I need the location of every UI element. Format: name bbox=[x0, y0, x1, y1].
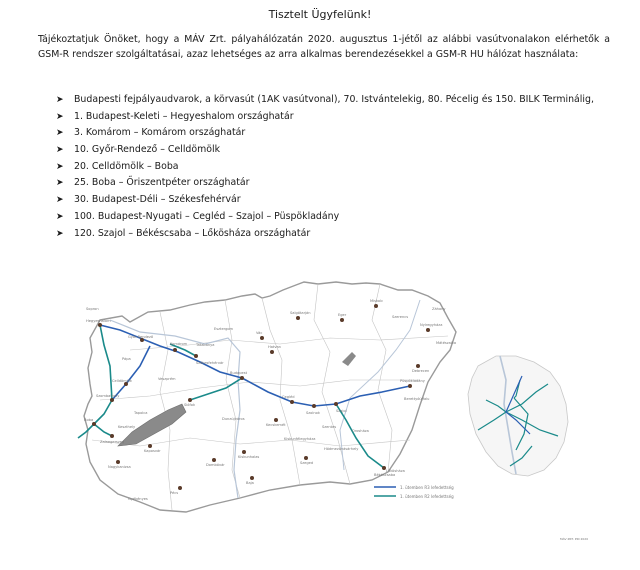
city-label: Debrecen bbox=[412, 369, 430, 373]
city-label: Szajol bbox=[336, 409, 347, 413]
city-label: Komárom bbox=[170, 342, 188, 346]
city-label: Lőkösháza bbox=[386, 469, 405, 473]
arrow-bullet-icon: ➤ bbox=[56, 95, 64, 105]
city-label: Dunaújváros bbox=[222, 417, 245, 421]
city-label: Zalaegerszeg bbox=[100, 440, 125, 444]
city-label: Tapolca bbox=[134, 411, 148, 415]
budapest-inset-map bbox=[468, 356, 568, 476]
city-label: Berettyóújfalu bbox=[404, 397, 430, 401]
list-item-text: 120. Szajol – Békéscsaba – Lőkösháza országhatár bbox=[74, 227, 311, 239]
city-label: Záhony bbox=[432, 307, 446, 311]
map-footnote: MÁV ZRT. PRI 2020 bbox=[560, 537, 589, 541]
city-label: Mátészalka bbox=[436, 341, 457, 345]
arrow-bullet-icon: ➤ bbox=[56, 111, 64, 122]
list-item-text: 100. Budapest-Nyugati – Cegléd – Szajol – Püspökladány bbox=[74, 210, 340, 222]
city-label: Szolnok bbox=[306, 411, 320, 415]
city-label: Békéscsaba bbox=[374, 473, 396, 477]
city-label: Szentes bbox=[322, 425, 337, 429]
city-label: Szombathely bbox=[96, 394, 120, 398]
city-label: Siófok bbox=[184, 403, 196, 407]
city-label: Pécs bbox=[170, 491, 179, 495]
legend-r3-label: 1. ütemben R3 lefedettség bbox=[400, 485, 454, 490]
city-label: Pápa bbox=[122, 357, 131, 361]
city-label: Kiskunfélegyháza bbox=[284, 437, 316, 441]
arrow-bullet-icon: ➤ bbox=[56, 178, 64, 189]
city-label: Győr-Rendező bbox=[128, 335, 154, 339]
city-label: Orosháza bbox=[352, 429, 369, 433]
city-label: Szerencs bbox=[392, 315, 409, 319]
arrow-bullet-icon: ➤ bbox=[56, 128, 64, 139]
city-label: Kiskunhalas bbox=[238, 455, 260, 459]
list-item-text: 30. Budapest-Déli – Székesfehérvár bbox=[74, 194, 241, 206]
city-label: Dombóvár bbox=[206, 463, 225, 467]
list-item-text: 3. Komárom – Komárom országhatár bbox=[74, 127, 246, 139]
city-label: Veszprém bbox=[158, 377, 176, 381]
city-label: Cegléd bbox=[282, 395, 295, 399]
salutation: Tisztelt Ügyfelünk! bbox=[268, 8, 372, 21]
city-label: Celldömölk bbox=[112, 379, 132, 383]
budapest-outline bbox=[468, 356, 568, 476]
list-item-text: Budapesti fejpályaudvarok, a körvasút (1AK vasútvonal), 70. Istvántelekig, 80. Pécelig és 150. BILK Terminálig, bbox=[74, 94, 594, 105]
city-label: Sopron bbox=[86, 307, 99, 311]
arrow-bullet-icon: ➤ bbox=[56, 145, 64, 156]
city-label: Hegyeshalom bbox=[86, 319, 111, 323]
list-item-text: 10. Győr-Rendező – Celldömölk bbox=[74, 144, 221, 156]
city-label: Székesfehérvár bbox=[196, 361, 224, 365]
city-label: Kaposvár bbox=[144, 449, 161, 453]
city-label: Budapest bbox=[230, 371, 248, 375]
arrow-bullet-icon: ➤ bbox=[56, 211, 64, 222]
arrow-bullet-icon: ➤ bbox=[56, 161, 64, 172]
map-legend bbox=[374, 485, 454, 499]
city-label: Eger bbox=[338, 313, 347, 317]
city-label: Hódmezővásárhely bbox=[324, 447, 359, 451]
city-label: Hatvan bbox=[268, 345, 281, 349]
city-label: Nagykanizsa bbox=[108, 465, 131, 469]
city-label: Miskolc bbox=[370, 299, 384, 303]
list-item-text: 1. Budapest-Keleti – Hegyeshalom országhatár bbox=[74, 110, 294, 122]
list-item-text: 20. Celldömölk – Boba bbox=[74, 160, 179, 172]
arrow-bullet-icon: ➤ bbox=[56, 195, 64, 206]
city-label: Püspökladány bbox=[400, 379, 425, 383]
legend-r2-label: 1. ütemben R2 lefedettség bbox=[400, 494, 454, 499]
city-label: Szeged bbox=[300, 461, 314, 465]
city-label: Baja bbox=[246, 481, 254, 485]
list-item-text: 25. Boba – Őriszentpéter országhatár bbox=[74, 177, 250, 189]
city-label: Kecskemét bbox=[266, 423, 286, 427]
arrow-bullet-icon: ➤ bbox=[56, 228, 64, 239]
city-label: Vác bbox=[256, 331, 263, 335]
city-label: Salgótarján bbox=[290, 311, 311, 315]
city-label: Keszthely bbox=[118, 425, 136, 429]
intro-paragraph: Tájékoztatjuk Önöket, hogy a MÁV Zrt. pályahálózatán 2020. augusztus 1-jétől az alábbi vasútvonalakon elérhetők a GSM-R rendszer szolgáltatásai, azaz lehetséges az arra alkalmas berendezésekkel a GSM-R HU hálózat használata: bbox=[38, 34, 610, 60]
city-label: Gyékényes bbox=[128, 497, 148, 501]
city-label: Tatabánya bbox=[196, 343, 215, 347]
city-label: Esztergom bbox=[214, 327, 234, 331]
city-label: Nyíregyháza bbox=[420, 323, 443, 327]
city-label: Boba bbox=[84, 418, 94, 422]
